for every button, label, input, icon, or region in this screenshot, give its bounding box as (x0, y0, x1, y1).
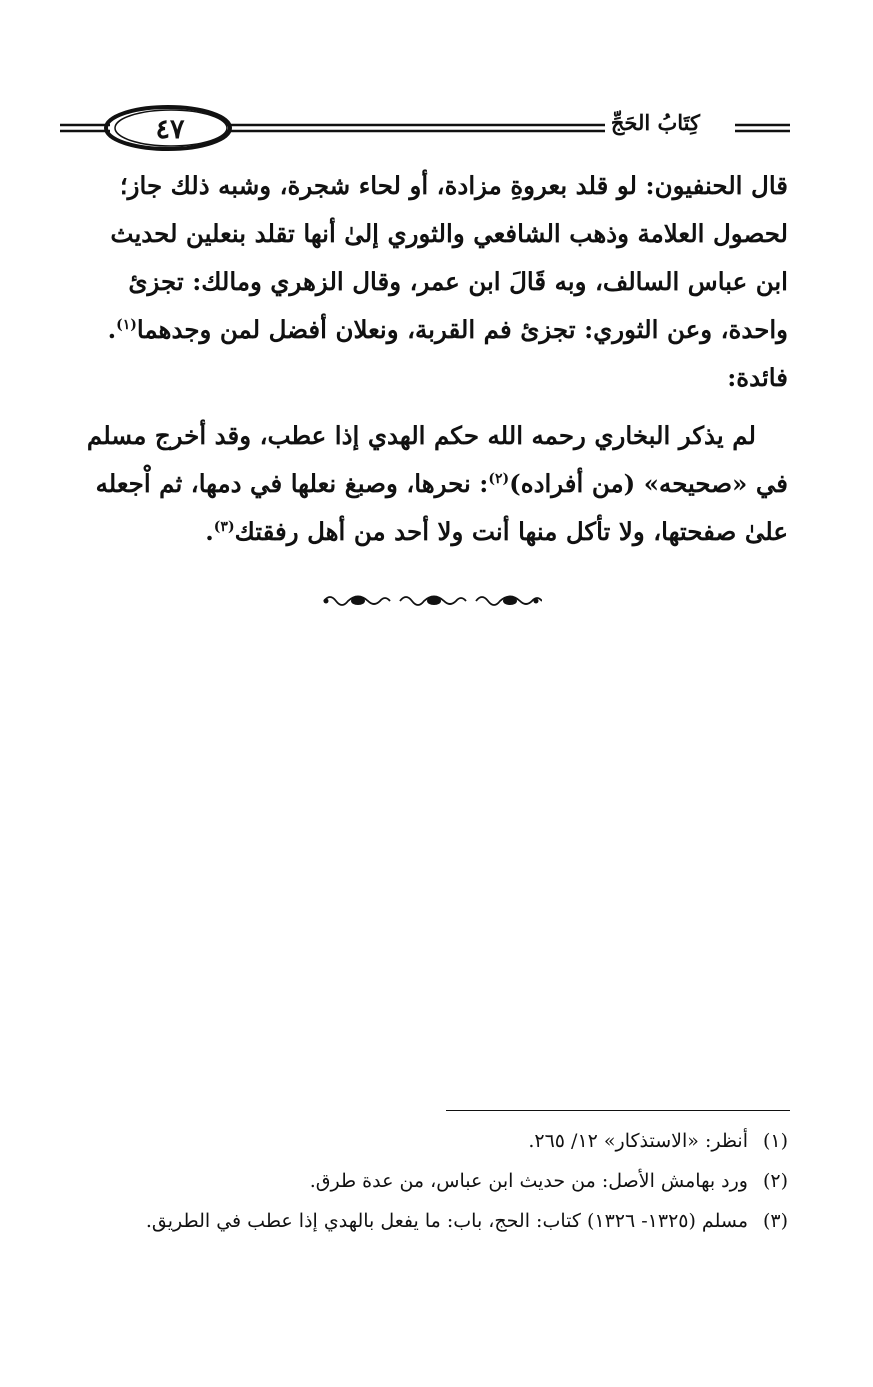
footnote-marker: (٣) (213, 518, 235, 535)
footnote-text: أنظر: «الاستذكار» ١٢/ ٢٦٥. (528, 1130, 748, 1152)
running-header (60, 100, 790, 162)
book-title: كِتَابُ الحَجِّ (610, 110, 700, 135)
footnote-separator (446, 1110, 790, 1111)
page-number: ٤٧ (155, 114, 185, 145)
text-line (62, 508, 788, 556)
footnote-text: ورد بهامش الأصل: من حديث ابن عباس، من عدة طرق. (309, 1170, 748, 1192)
punctuation: . (107, 315, 117, 344)
footnotes (62, 1124, 788, 1244)
text-line: قال الحنفيون: لو قلد بعروةِ مزادة، أو لحاء شجرة، وشبه ذلك جاز؛ (119, 171, 788, 200)
footnote-text: مسلم (١٣٢٥- ١٣٢٦) كتاب: الحج، باب: ما يفعل بالهدي إذا عطب في الطريق. (145, 1210, 748, 1232)
ornament-divider (320, 588, 542, 614)
text-line (62, 460, 788, 508)
footnote (62, 1124, 788, 1158)
footnote-marker: (١) (116, 316, 137, 333)
footnote-number: (١) (762, 1130, 788, 1152)
text-segment: علىٰ صفحتها، ولا تأكل منها أنت ولا أحد من أهل رفقتك (234, 517, 788, 546)
footnote-number: (٢) (762, 1170, 788, 1192)
text-line: لحصول العلامة وذهب الشافعي والثوري إلىٰ أنها تقلد بنعلين لحديث (110, 219, 788, 248)
punctuation: . (205, 517, 214, 546)
footnote-number: (٣) (762, 1210, 788, 1232)
text-line (62, 306, 788, 354)
text-segment: واحدة، وعن الثوري: تجزئ فم القربة، ونعلان أفضل لمن وجدهما (136, 315, 788, 344)
text-line: لم يذكر البخاري رحمه الله حكم الهدي إذا عطب، وقد أخرج مسلم (86, 421, 756, 450)
footnote (62, 1204, 788, 1238)
footnote-marker: (٢) (488, 470, 510, 487)
text-line: ابن عباس السالف، وبه قَالَ ابن عمر، وقال الزهري ومالك: تجزئ (128, 267, 788, 296)
section-heading: فائدة: (727, 363, 788, 392)
text-segment: في «صحيحه» (من أفراده) (509, 469, 788, 498)
text-segment: : نحرها، وصبغ نعلها في دمها، ثم اْجعله (95, 469, 489, 498)
main-text (62, 162, 788, 556)
footnote (62, 1164, 788, 1198)
